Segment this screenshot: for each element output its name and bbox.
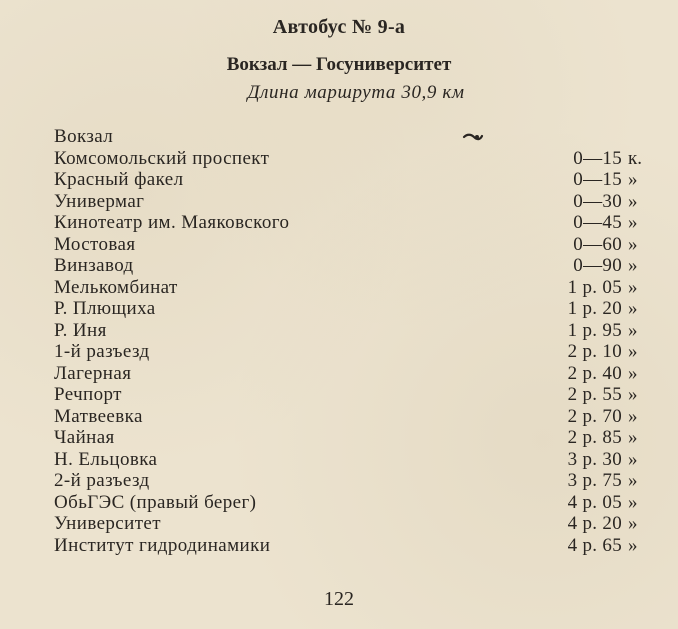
stop-fare: 2 р. 10 bbox=[567, 341, 622, 362]
stop-fare-unit: » bbox=[628, 384, 638, 405]
stop-name: Комсомольский проспект bbox=[54, 147, 270, 169]
page-number: 122 bbox=[324, 588, 354, 610]
stop-fare: 3 р. 30 bbox=[567, 448, 622, 470]
stop-fare: 1 р. 95 bbox=[567, 319, 622, 341]
stop-row bbox=[54, 341, 648, 363]
stop-fare: 2 р. 85 bbox=[567, 427, 622, 448]
stop-row bbox=[54, 191, 648, 213]
stop-fare-unit: » bbox=[628, 513, 638, 534]
stop-row bbox=[54, 513, 648, 535]
stop-fare-unit: » bbox=[628, 169, 638, 190]
stop-fare-unit: » bbox=[628, 427, 638, 448]
stop-name: Матвеевка bbox=[54, 405, 143, 427]
stop-fare: 4 р. 05 bbox=[567, 491, 622, 513]
stop-fare: 0—60 bbox=[573, 233, 622, 255]
stop-fare-unit: » bbox=[628, 276, 638, 298]
stop-name: Мелькомбинат bbox=[54, 276, 178, 298]
stop-fare-unit: » bbox=[628, 448, 638, 470]
stop-fare: 0—15 bbox=[573, 147, 622, 169]
stop-fare-unit: » bbox=[628, 233, 638, 255]
stop-row bbox=[54, 320, 648, 342]
stop-name: ОбьГЭС (правый берег) bbox=[54, 491, 257, 513]
stop-row bbox=[54, 169, 648, 191]
stop-row bbox=[54, 234, 648, 256]
stop-row bbox=[54, 148, 648, 170]
stop-fare-unit: » bbox=[628, 491, 638, 513]
stops-list bbox=[54, 126, 648, 556]
stop-fare-unit: » bbox=[628, 341, 638, 362]
stop-row bbox=[54, 363, 648, 385]
stop-name: Р. Иня bbox=[54, 319, 107, 341]
route-length: Длина маршрута 30,9 км bbox=[247, 82, 465, 103]
stop-name: Мостовая bbox=[54, 233, 136, 255]
stop-name: 2-й разъезд bbox=[54, 470, 150, 491]
stop-name: Н. Ельцовка bbox=[54, 448, 158, 470]
stop-name: Р. Плющиха bbox=[54, 298, 156, 319]
stop-row bbox=[54, 535, 648, 557]
stop-row bbox=[54, 406, 648, 428]
stop-fare: 2 р. 40 bbox=[567, 362, 622, 384]
stop-name: Вокзал bbox=[54, 126, 114, 147]
stop-name: Винзавод bbox=[54, 255, 134, 276]
stop-fare: 1 р. 20 bbox=[567, 298, 622, 319]
stop-name: Кинотеатр им. Маяковского bbox=[54, 212, 290, 233]
stop-fare-unit: к. bbox=[628, 147, 642, 169]
stop-name: Лагерная bbox=[54, 362, 132, 384]
stop-row bbox=[54, 277, 648, 299]
stop-name: Речпорт bbox=[54, 384, 122, 405]
stop-row bbox=[54, 449, 648, 471]
stop-row bbox=[54, 492, 648, 514]
stop-fare-unit: » bbox=[628, 362, 638, 384]
stop-name: Красный факел bbox=[54, 169, 184, 190]
stop-fare-unit: » bbox=[628, 405, 638, 427]
stop-name: Институт гидродинамики bbox=[54, 534, 271, 556]
stop-name: Университет bbox=[54, 513, 161, 534]
stop-row bbox=[54, 212, 648, 234]
stop-row bbox=[54, 470, 648, 492]
stop-fare: 3 р. 75 bbox=[567, 470, 622, 491]
stop-fare: 0—90 bbox=[573, 255, 622, 276]
stop-fare-unit: » bbox=[628, 319, 638, 341]
stop-fare-unit: » bbox=[628, 298, 638, 319]
stop-fare: 0—15 bbox=[573, 169, 622, 190]
stop-row bbox=[54, 126, 648, 148]
stop-fare: 1 р. 05 bbox=[567, 276, 622, 298]
route-subtitle: Вокзал — Госуниверситет bbox=[226, 54, 452, 75]
stop-fare: 4 р. 65 bbox=[567, 534, 622, 556]
stop-fare: 2 р. 70 bbox=[567, 405, 622, 427]
stop-name: Чайная bbox=[54, 427, 115, 448]
stop-fare: 4 р. 20 bbox=[567, 513, 622, 534]
stop-fare: 0—45 bbox=[573, 212, 622, 233]
stop-fare-unit: » bbox=[628, 212, 638, 233]
stop-row bbox=[54, 255, 648, 277]
stop-fare: 2 р. 55 bbox=[567, 384, 622, 405]
stop-fare-unit: » bbox=[628, 255, 638, 276]
stop-row bbox=[54, 427, 648, 449]
stop-row bbox=[54, 384, 648, 406]
stop-name: Универмаг bbox=[54, 190, 145, 212]
stop-fare-unit: » bbox=[628, 190, 638, 212]
stop-fare-unit: » bbox=[628, 470, 638, 491]
stop-row bbox=[54, 298, 648, 320]
stop-fare: 0—30 bbox=[573, 190, 622, 212]
page-title: Автобус № 9-а bbox=[272, 16, 406, 38]
stop-name: 1-й разъезд bbox=[54, 341, 150, 362]
stop-fare-unit: » bbox=[628, 534, 638, 556]
